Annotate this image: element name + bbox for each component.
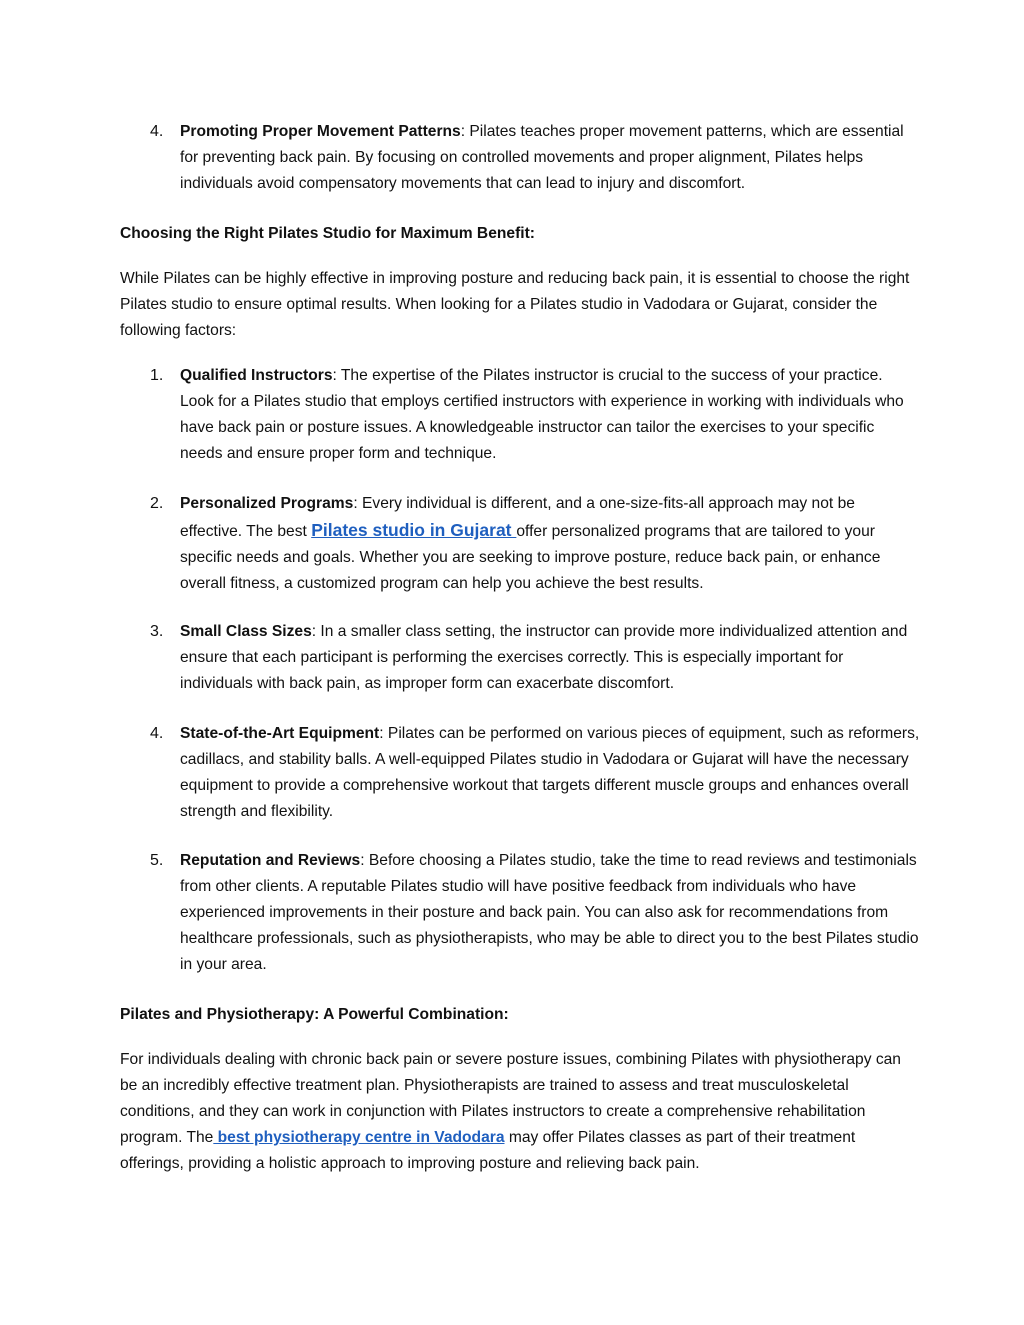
- paragraph-physiotherapy: [120, 1047, 910, 1177]
- list-item-text: : In a smaller class setting, the instructor can provide more individualized attention and ensure that each participant is performing the exercises correctly. This is especially important for individuals with back pain, as improper form can exacerbate discomfort.: [180, 623, 908, 692]
- list-item-text: : Before choosing a Pilates studio, take the time to read reviews and testimonials from other clients. A reputable Pilates studio will have positive feedback from individuals who have experienced improvements in their posture and back pain. You can also ask for recommendations from healthcare professionals, such as physiotherapists, who may be able to direct you to the best Pilates studio in your area.: [180, 852, 919, 973]
- list-item-title: Small Class Sizes: [180, 623, 312, 640]
- list-item-equipment: [120, 721, 920, 825]
- list-item-body: [180, 721, 920, 825]
- list-item-title: Promoting Proper Movement Patterns: [180, 123, 461, 140]
- list-item-text: : Pilates teaches proper movement patterns, which are essential for preventing back pain. By focusing on controlled movements and proper alignment, Pilates helps individuals avoid compensatory movements that can lead to injury and discomfort.: [180, 123, 904, 192]
- section-heading-choosing-studio: Choosing the Right Pilates Studio for Maximum Benefit:: [120, 225, 535, 242]
- list-item-small-class-sizes: [120, 619, 920, 697]
- list-item-qualified-instructors: [120, 363, 920, 467]
- list-item-body: [180, 363, 920, 467]
- list-number: 2.: [150, 495, 164, 512]
- list-item-body: [180, 491, 920, 597]
- list-number: 4.: [150, 123, 164, 140]
- list-item-personalized-programs: [120, 491, 920, 597]
- list-number: 5.: [150, 852, 164, 869]
- section-heading-physiotherapy: Pilates and Physiotherapy: A Powerful Combination:: [120, 1006, 509, 1023]
- list-item-text: offer personalized programs that are tailored to your specific needs and goals. Whether you are seeking to improve posture, reduce back pain, or enhance overall fitness, a customized program can help you achieve the best results.: [180, 523, 881, 592]
- list-item-title: Reputation and Reviews: [180, 852, 361, 869]
- list-item-text: : Pilates can be performed on various pieces of equipment, such as reformers, cadillacs, and stability balls. A well-equipped Pilates studio in Vadodara or Gujarat will have the necessary equipment to provide a comprehensive workout that targets different muscle groups and enhances overall strength and flexibility.: [180, 725, 920, 820]
- list-item-title: Qualified Instructors: [180, 367, 333, 384]
- list-number: 1.: [150, 367, 164, 384]
- list-item-reputation-reviews: [120, 848, 920, 978]
- list-item-movement-patterns: [120, 119, 920, 197]
- paragraph-choosing-studio: While Pilates can be highly effective in improving posture and reducing back pain, it is essential to choose the right Pilates studio to ensure optimal results. When looking for a Pilates studio in Vadodara or Gujarat, consider the following factors:: [120, 270, 910, 339]
- list-item-body: [180, 119, 920, 197]
- list-item-text: : Every individual is different, and a one-size-fits-all approach may not be effective. The best: [180, 495, 855, 540]
- list-item-title: State-of-the-Art Equipment: [180, 725, 380, 742]
- list-item-text: : The expertise of the Pilates instructor is crucial to the success of your practice. Look for a Pilates studio that employs certified instructors with experience in working with individuals who have back pain or posture issues. A knowledgeable instructor can tailor the exercises to your specific needs and ensure proper form and technique.: [180, 367, 904, 462]
- physiotherapy-centre-vadodara-link[interactable]: best physiotherapy centre in Vadodara: [213, 1129, 505, 1146]
- list-number: 4.: [150, 725, 164, 742]
- pilates-studio-gujarat-link[interactable]: Pilates studio in Gujarat: [311, 520, 517, 540]
- list-item-title: Personalized Programs: [180, 495, 354, 512]
- list-item-body: [180, 848, 920, 978]
- list-number: 3.: [150, 623, 164, 640]
- paragraph-text: For individuals dealing with chronic back pain or severe posture issues, combining Pilates with physiotherapy can be an incredibly effective treatment plan. Physiotherapists are trained to assess and treat musculoskeletal conditions, and they can work in conjunction with Pilates instructors to create a comprehensive rehabilitation program. The: [120, 1051, 901, 1146]
- paragraph-text: may offer Pilates classes as part of their treatment offerings, providing a holistic approach to improving posture and relieving back pain.: [120, 1129, 856, 1172]
- list-item-body: [180, 619, 920, 697]
